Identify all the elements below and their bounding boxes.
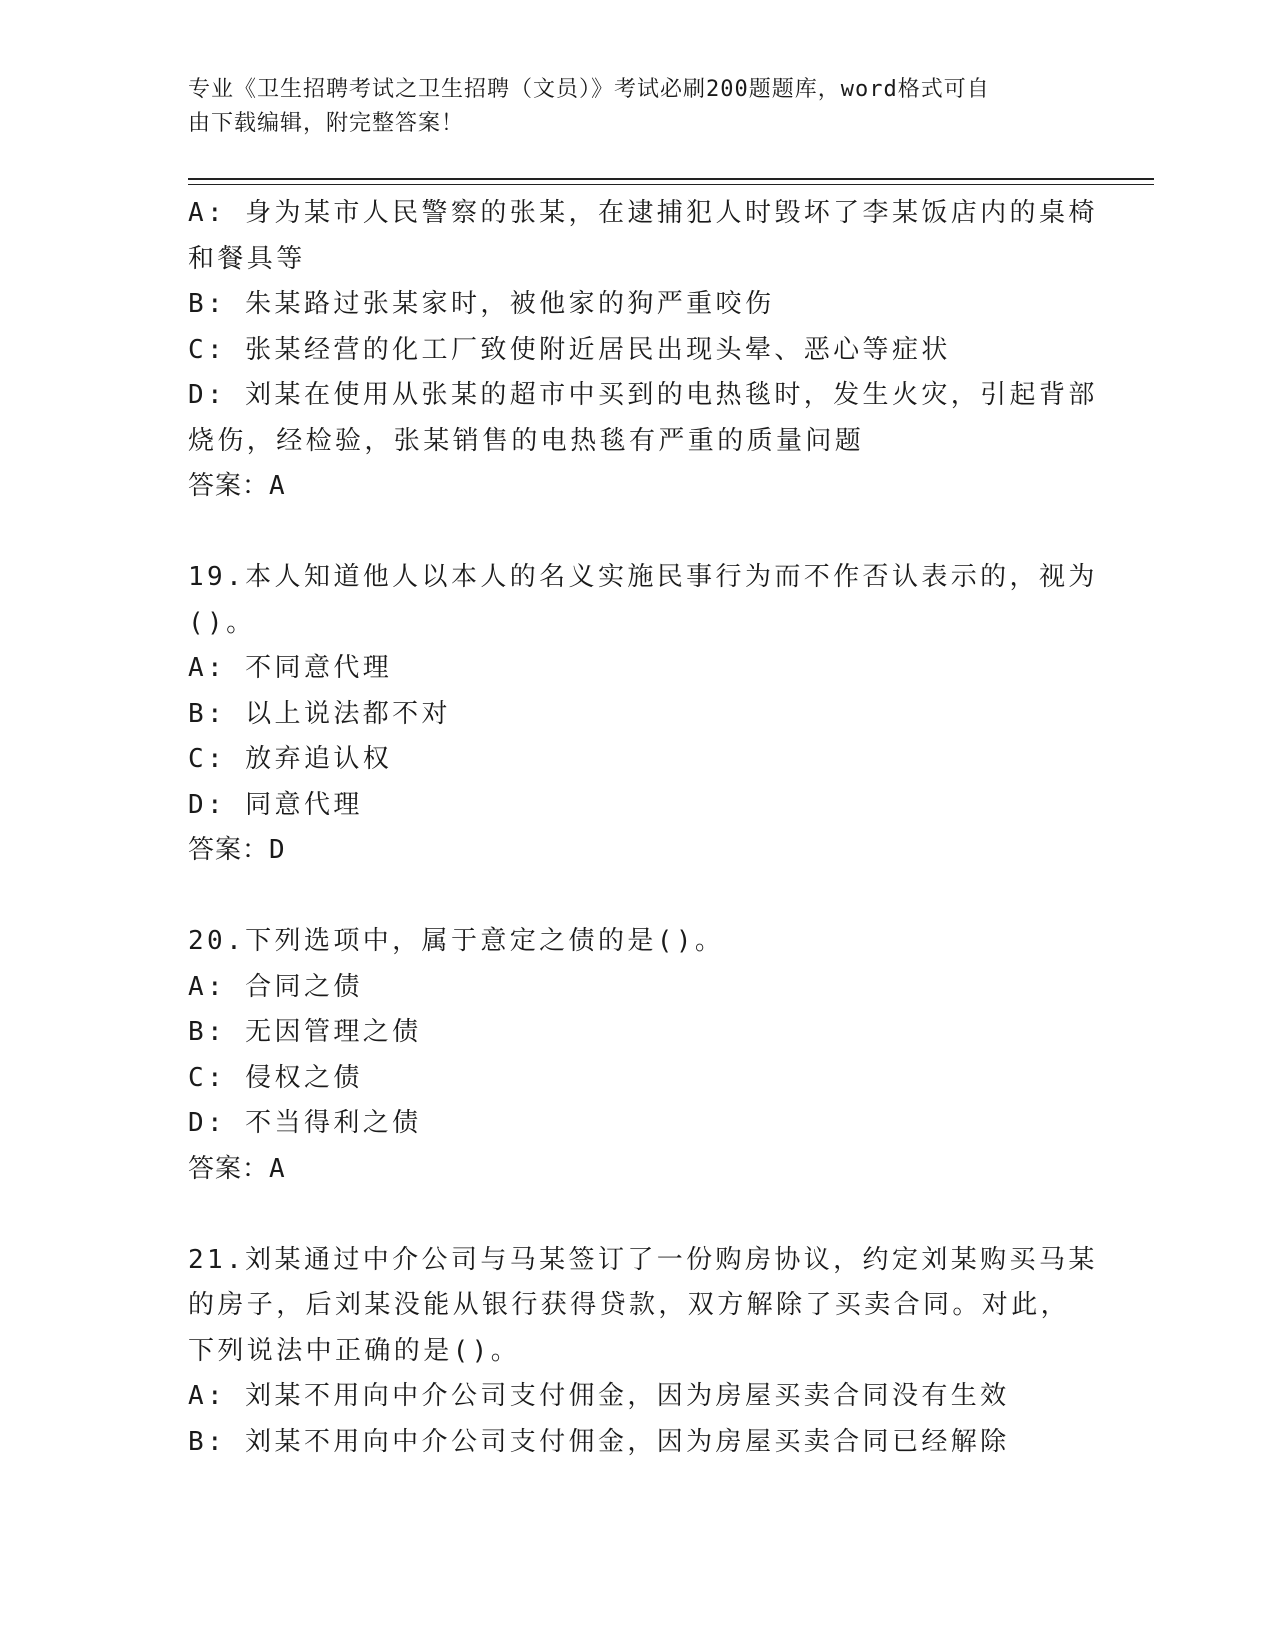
question-stem: 20.下列选项中，属于意定之债的是()。 — [188, 926, 725, 956]
option-a: A: 合同之债 — [188, 971, 363, 1002]
spacer — [188, 874, 1088, 920]
document-header — [188, 73, 1068, 141]
option-d: D: 同意代理 — [188, 789, 363, 820]
option-c: C: 放弃追认权 — [188, 744, 393, 774]
question-18 — [188, 191, 1098, 510]
question-21 — [188, 1238, 1098, 1466]
spacer — [188, 510, 1088, 556]
option-c: C: 侵权之债 — [188, 1062, 363, 1093]
option-d-line-1: D: 刘某在使用从张某的超市中买到的电热毯时，发生火灾，引起背部 — [188, 380, 1098, 410]
option-d-line-2: 烧伤，经检验，张某销售的电热毯有严重的质量问题 — [188, 425, 865, 456]
spacer — [188, 1192, 1088, 1238]
option-b: B: 刘某不用向中介公司支付佣金，因为房屋买卖合同已经解除 — [188, 1426, 1010, 1457]
answer: 答案：A — [188, 1153, 286, 1184]
option-b: B: 朱某路过张某家时，被他家的狗严重咬伤 — [188, 289, 775, 319]
option-c: C: 张某经营的化工厂致使附近居民出现头晕、恶心等症状 — [188, 334, 951, 365]
header-line-2: 由下载编辑，附完整答案！ — [188, 111, 465, 136]
header-line-1: 专业《卫生招聘考试之卫生招聘（文员）》考试必刷200题题库，word格式可自 — [188, 77, 990, 102]
option-b: B: 以上说法都不对 — [188, 698, 451, 729]
question-stem-line-1: 19.本人知道他人以本人的名义实施民事行为而不作否认表示的，视为 — [188, 562, 1098, 592]
question-20 — [188, 919, 1088, 1192]
option-a-line-2: 和餐具等 — [188, 243, 306, 274]
answer: 答案：A — [188, 471, 286, 501]
question-19 — [188, 555, 1098, 874]
question-stem-line-2: 的房子，后刘某没能从银行获得贷款，双方解除了买卖合同。对此， — [188, 1290, 1071, 1320]
answer: 答案：D — [188, 835, 286, 865]
option-a: A: 刘某不用向中介公司支付佣金，因为房屋买卖合同没有生效 — [188, 1381, 1010, 1411]
option-a: A: 不同意代理 — [188, 653, 393, 683]
option-d: D: 不当得利之债 — [188, 1108, 422, 1138]
question-stem-line-1: 21.刘某通过中介公司与马某签订了一份购房协议，约定刘某购买马某 — [188, 1244, 1098, 1275]
question-stem-line-3: 下列说法中正确的是()。 — [188, 1335, 521, 1366]
header-divider-thin — [188, 184, 1154, 185]
question-list — [188, 191, 1098, 1465]
option-b: B: 无因管理之债 — [188, 1017, 422, 1047]
question-stem-line-2: ()。 — [188, 607, 256, 638]
header-divider-thick — [188, 178, 1154, 180]
option-a-line-1: A: 身为某市人民警察的张某，在逮捕犯人时毁坏了李某饭店内的桌椅 — [188, 198, 1098, 228]
